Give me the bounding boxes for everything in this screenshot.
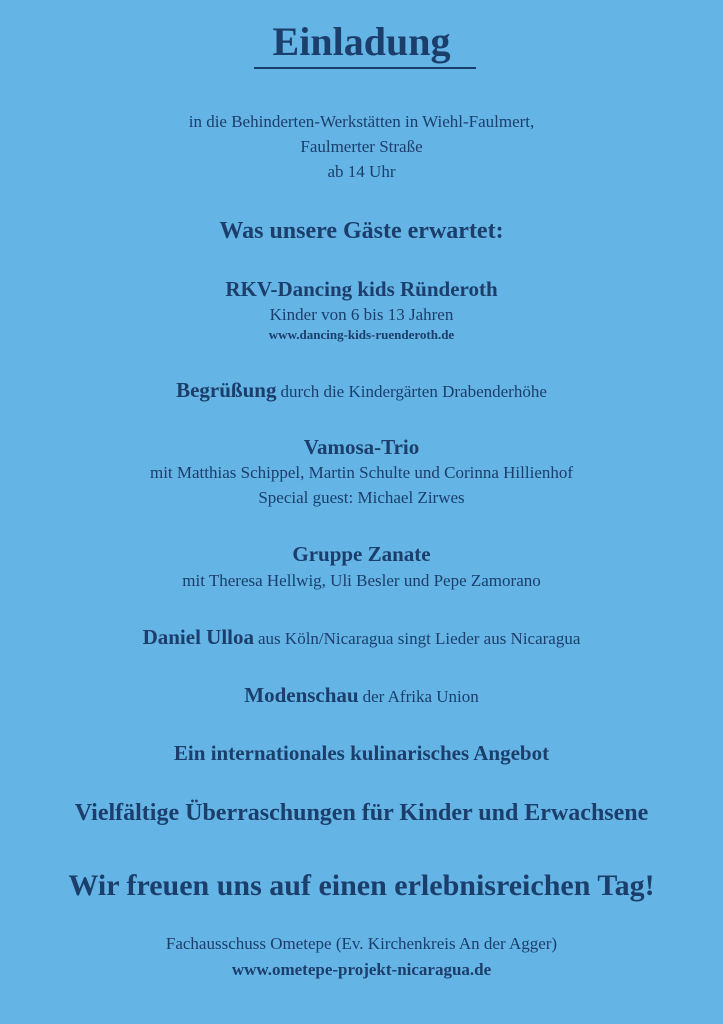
item-zanate-title: Gruppe Zanate bbox=[292, 542, 431, 566]
item-ulloa-text: aus Köln/Nicaragua singt Lieder aus Nicaragua bbox=[258, 629, 581, 648]
item-dancing-kids-url: www.dancing-kids-ruenderoth.de bbox=[268, 327, 455, 342]
item-fashion-text: der Afrika Union bbox=[362, 687, 479, 706]
intro-time: ab 14 Uhr bbox=[327, 162, 396, 181]
item-greeting-title: Begrüßung bbox=[176, 378, 277, 402]
intro-street: Faulmerter Straße bbox=[300, 137, 423, 156]
item-dancing-kids-ages: Kinder von 6 bis 13 Jahren bbox=[269, 305, 454, 324]
food-line: Ein internationales kulinarisches Angebot bbox=[173, 741, 550, 765]
item-ulloa-title: Daniel Ulloa bbox=[142, 625, 254, 649]
closing-line: Wir freuen uns auf einen erlebnisreichen Tag! bbox=[68, 869, 655, 902]
footer-organization: Fachausschuss Ometepe (Ev. Kirchenkreis An der Agger) bbox=[165, 934, 558, 953]
item-fashion bbox=[0, 685, 723, 706]
item-dancing-kids-title: RKV-Dancing kids Ründeroth bbox=[225, 277, 498, 301]
item-vamosa-members: mit Matthias Schippel, Martin Schulte und Corinna Hillienhof bbox=[149, 463, 574, 482]
item-greeting-text: durch die Kindergärten Drabenderhöhe bbox=[280, 382, 547, 401]
program-heading: Was unsere Gäste erwartet: bbox=[219, 218, 504, 244]
item-greeting bbox=[0, 380, 723, 401]
item-vamosa-guest: Special guest: Michael Zirwes bbox=[258, 488, 465, 507]
footer-url: www.ometepe-projekt-nicaragua.de bbox=[231, 960, 492, 979]
item-zanate-members: mit Theresa Hellwig, Uli Besler und Pepe Zamorano bbox=[182, 571, 541, 590]
item-vamosa-title: Vamosa-Trio bbox=[303, 435, 420, 459]
item-ulloa bbox=[0, 627, 723, 648]
surprises-line: Vielfältige Überraschungen für Kinder und Erwachsene bbox=[74, 800, 649, 826]
intro-location: in die Behinderten-Werkstätten in Wiehl-Faulmert, bbox=[188, 112, 535, 131]
title-underline bbox=[254, 67, 476, 69]
page-title: Einladung bbox=[272, 19, 451, 64]
item-fashion-title: Modenschau bbox=[244, 683, 359, 707]
